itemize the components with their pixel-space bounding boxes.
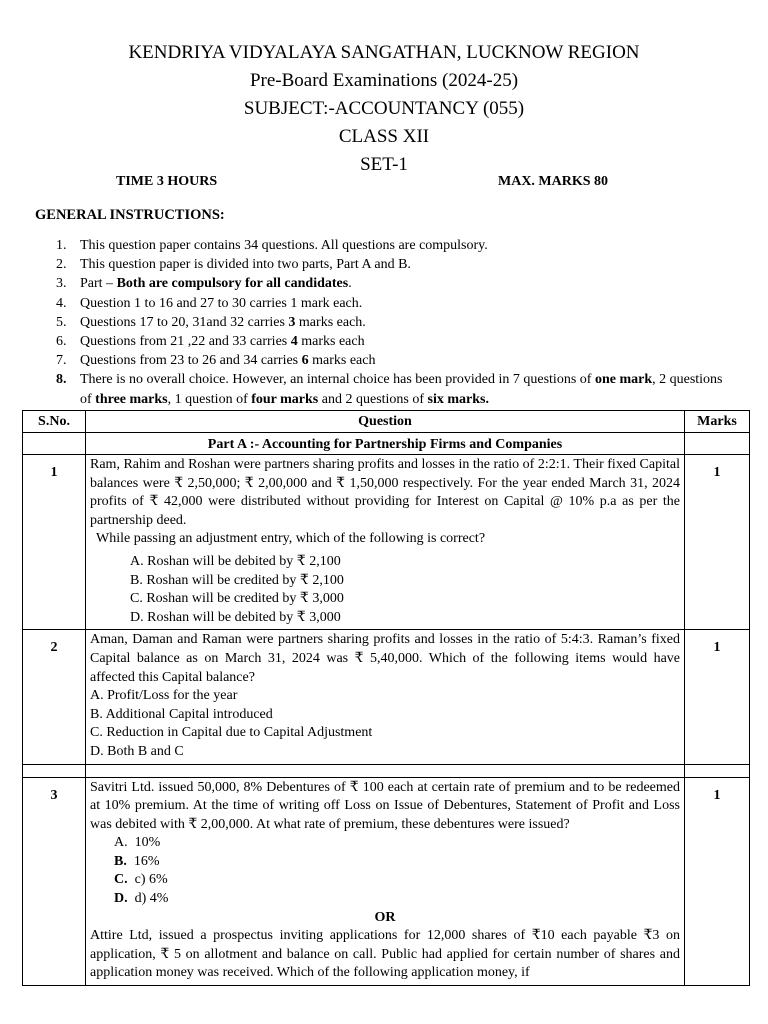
instruction-text: Part – — [80, 276, 117, 292]
q2-marks: 1 — [685, 630, 750, 764]
instruction-item — [0, 236, 768, 255]
part-a-title: Part A :- Accounting for Partnership Firms and Companies — [86, 433, 685, 455]
q3-option-b-value: 16% — [133, 853, 160, 869]
instruction-text: and 2 questions of — [318, 391, 428, 407]
instruction-item — [0, 332, 768, 351]
q3-option-a-value: 10% — [134, 835, 161, 851]
instruction-number: 2. — [56, 257, 67, 273]
instruction-text: , 2 questions of — [80, 372, 723, 407]
instruction-number: 1. — [56, 238, 67, 253]
q2-option-b: B. Additional Capital introduced — [90, 706, 273, 722]
spacer-marks — [685, 764, 750, 777]
q3-option-a — [114, 834, 680, 853]
instructions-list — [0, 236, 768, 409]
q1-body — [86, 455, 685, 630]
max-marks: MAX. MARKS 80 — [498, 174, 609, 189]
instruction-text: There is no overall choice. However, an internal choice has been provided in 7 questions of — [80, 372, 595, 388]
instruction-number: 3. — [56, 276, 67, 292]
question-table — [22, 410, 750, 986]
q3-option-d-value: d) 4% — [134, 891, 169, 907]
q1-number: 1 — [23, 455, 86, 630]
instruction-text: six marks. — [427, 391, 489, 407]
instruction-item — [0, 274, 768, 293]
instruction-text: three marks — [95, 391, 168, 407]
q1-prompt: While passing an adjustment entry, which of the following is correct? — [96, 531, 486, 547]
q3-text: Savitri Ltd. issued 50,000, 8% Debentures of ₹ 100 each at certain rate of premium and to be redeemed at 10% premium. At the time of writing off Loss on Issue of Debentures, Statement of Profit and Loss was debited with ₹ 2,00,000. At what rate of premium, these debentures were issued? — [90, 779, 680, 832]
instruction-text: 6 — [301, 353, 309, 369]
instruction-item — [0, 351, 768, 370]
q3-or-divider: OR — [374, 909, 396, 925]
instruction-text: This question paper contains 34 questions. All questions are compulsory. — [80, 238, 488, 253]
exam-name: Pre-Board Examinations (2024-25) — [249, 70, 519, 91]
instruction-number: 8. — [56, 372, 67, 388]
instruction-text: 3 — [288, 314, 296, 330]
instruction-text: marks each — [308, 353, 376, 369]
q2-text: Aman, Daman and Raman were partners sharing profits and losses in the ratio of 5:4:3. Raman’s fixed Capital balance as on March 31, 2024 was ₹ 5,40,000. Which of the following items would have affected this Capital balance? — [90, 632, 680, 685]
instruction-text: Questions 17 to 20, 31and 32 carries — [80, 314, 289, 330]
instructions-title: GENERAL INSTRUCTIONS: — [35, 207, 225, 223]
spacer-question — [86, 764, 685, 777]
question-row-2 — [23, 630, 750, 764]
instruction-text: marks each — [297, 334, 365, 350]
q3-body — [86, 777, 685, 986]
class-name: CLASS XII — [338, 126, 430, 147]
q3-option-b — [114, 853, 680, 872]
instruction-text: . — [348, 276, 352, 292]
q3-alt-text: Attire Ltd, issued a prospectus inviting applications for 12,000 shares of ₹10 each payable ₹3 on application, ₹ 5 on allotment and balance on call. Public had applied for certain number of shares and application money was received. Which of the following application money, if — [90, 928, 680, 981]
q1-option-c: C. Roshan will be credited by ₹ 3,000 — [130, 591, 344, 607]
instruction-text: 4 — [290, 334, 298, 350]
question-header: Question — [86, 411, 685, 433]
q1-marks: 1 — [685, 455, 750, 630]
instruction-text: four marks — [251, 391, 319, 407]
instruction-number: 7. — [56, 353, 67, 369]
q3-option-c-label: C. — [114, 872, 128, 888]
instruction-item — [0, 294, 768, 313]
q2-option-c: C. Reduction in Capital due to Capital Adjustment — [90, 725, 373, 741]
q3-option-c-value: c) 6% — [134, 872, 168, 888]
table-header-row — [23, 411, 750, 433]
q3-number: 3 — [23, 777, 86, 986]
instruction-number: 5. — [56, 314, 67, 330]
org-name: KENDRIYA VIDYALAYA SANGATHAN, LUCKNOW REGION — [128, 42, 640, 63]
instruction-text: This question paper is divided into two parts, Part A and B. — [80, 257, 411, 273]
q2-option-a: A. Profit/Loss for the year — [90, 688, 238, 704]
set-name: SET-1 — [360, 154, 408, 175]
instruction-number: 4. — [56, 295, 67, 311]
question-row-1 — [23, 455, 750, 630]
q1-option-b: B. Roshan will be credited by ₹ 2,100 — [130, 572, 344, 588]
instruction-text: Question 1 to 16 and 27 to 30 carries 1 mark each. — [80, 295, 363, 311]
q3-option-c — [114, 871, 680, 890]
q2-option-d: D. Both B and C — [90, 743, 184, 759]
sno-header: S.No. — [23, 411, 86, 433]
paper-header — [0, 39, 768, 179]
time-allowed: TIME 3 HOURS — [116, 174, 218, 189]
q3-option-a-label: A. — [114, 835, 128, 851]
q3-option-d-label: D. — [114, 891, 128, 907]
part-a-row — [23, 433, 750, 455]
q1-option-a: A. Roshan will be debited by ₹ 2,100 — [130, 553, 341, 569]
q3-options — [114, 834, 680, 908]
instruction-item — [0, 255, 768, 274]
instruction-text: , 1 question of — [167, 391, 252, 407]
instruction-text: Both are compulsory for all candidates — [116, 276, 349, 292]
part-a-blank-marks — [685, 433, 750, 455]
subject-name: SUBJECT:-ACCOUNTANCY (055) — [243, 98, 525, 119]
q2-body — [86, 630, 685, 764]
q1-text: Ram, Rahim and Roshan were partners sharing profits and losses in the ratio of 2:2:1. Their fixed Capital balances were ₹ 2,50,000; ₹ 2,00,000 and ₹ 1,50,000 respectively. For the year ended March 31, 2024 profits of ₹ 42,000 were distributed without providing for Interest on Capital @ 10% p.a as per the partnership deed. — [90, 457, 680, 528]
spacer-row — [23, 764, 750, 777]
spacer-sno — [23, 764, 86, 777]
part-a-blank-sno — [23, 433, 86, 455]
marks-header: Marks — [685, 411, 750, 433]
instruction-number: 6. — [56, 334, 67, 350]
instruction-text: Questions from 21 ,22 and 33 carries — [80, 334, 291, 350]
q3-option-b-label: B. — [114, 853, 127, 869]
q3-option-d — [114, 890, 680, 909]
instruction-item — [0, 313, 768, 332]
q2-number: 2 — [23, 630, 86, 764]
instruction-item — [0, 370, 768, 408]
instruction-text: marks each. — [295, 314, 366, 330]
instruction-text: Questions from 23 to 26 and 34 carries — [80, 353, 302, 369]
q1-option-d: D. Roshan will be debited by ₹ 3,000 — [130, 609, 341, 625]
q3-marks: 1 — [685, 777, 750, 986]
instruction-text: one mark — [594, 372, 653, 388]
q1-options — [130, 553, 680, 627]
question-row-3 — [23, 777, 750, 986]
